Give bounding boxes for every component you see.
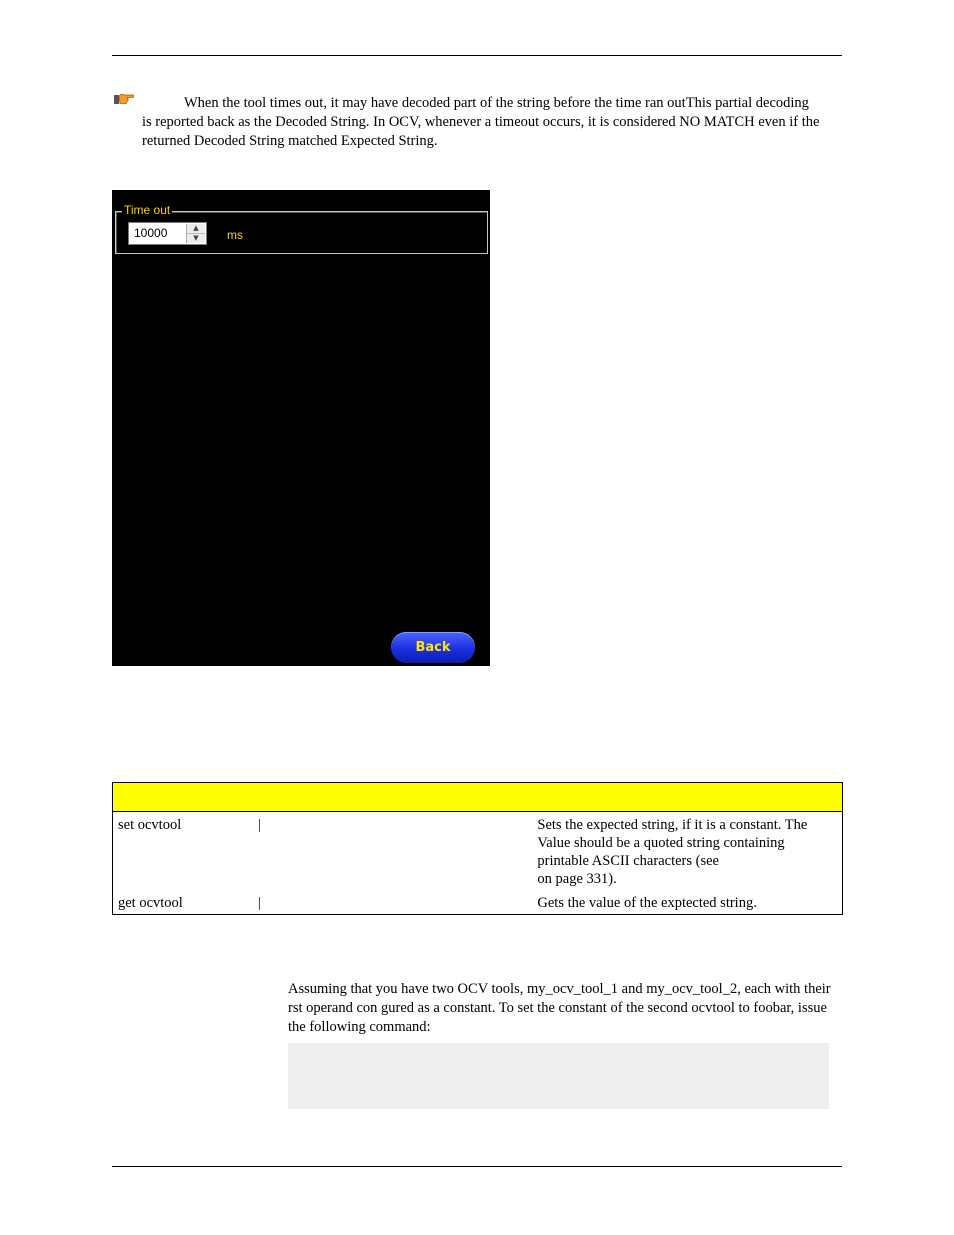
separator-cell: | — [257, 817, 261, 833]
note-text — [142, 94, 844, 151]
timeout-group-title: Time out — [124, 203, 171, 217]
command-cell: set ocvtool — [118, 817, 182, 833]
spin-buttons — [186, 224, 205, 243]
description-text: Sets the expected string, if it is a constant. The Value should be a quoted string containing printable ASCII characters (see — [537, 817, 808, 869]
back-button[interactable]: Back — [391, 632, 475, 663]
description-cell — [532, 812, 842, 891]
spin-down-icon[interactable]: ▼ — [193, 234, 199, 242]
note-line-1: When the tool times out, it may have decoded part of the string before the time ran outThis partial decoding — [184, 95, 809, 111]
command-cell: get ocvtool — [118, 895, 183, 911]
pointing-hand-icon — [113, 90, 135, 106]
table-header-cell — [532, 783, 842, 812]
header-rule — [112, 55, 842, 56]
command-table — [112, 782, 843, 915]
spin-up-icon[interactable]: ▲ — [187, 224, 205, 234]
description-cell — [532, 890, 842, 915]
table-row — [113, 812, 843, 891]
timeout-unit: ms — [227, 228, 243, 242]
table-header-row — [113, 783, 843, 812]
table-row — [113, 890, 843, 915]
timeout-value[interactable]: 10000 — [134, 226, 168, 240]
description-tail: on page 331). — [537, 871, 617, 887]
note-line-rest: is reported back as the Decoded String. In OCV, whenever a timeout occurs, it is considered NO MATCH even if the returned Decoded String matched Expected String. — [142, 114, 820, 149]
table-header-cell — [253, 783, 533, 812]
footer-rule — [112, 1166, 842, 1167]
example-text: Assuming that you have two OCV tools, my_ocv_tool_1 and my_ocv_tool_2, each with their rst operand con gured as a constant. To set the constant of the second ocvtool to foobar, issue the following command: — [288, 981, 831, 1035]
table-header-cell — [113, 783, 253, 812]
device-screen — [112, 190, 490, 666]
code-block — [288, 1043, 829, 1109]
description-text: Gets the value of the exptected string. — [537, 895, 757, 911]
timeout-spinbox[interactable] — [128, 222, 207, 245]
separator-cell: | — [257, 895, 261, 911]
